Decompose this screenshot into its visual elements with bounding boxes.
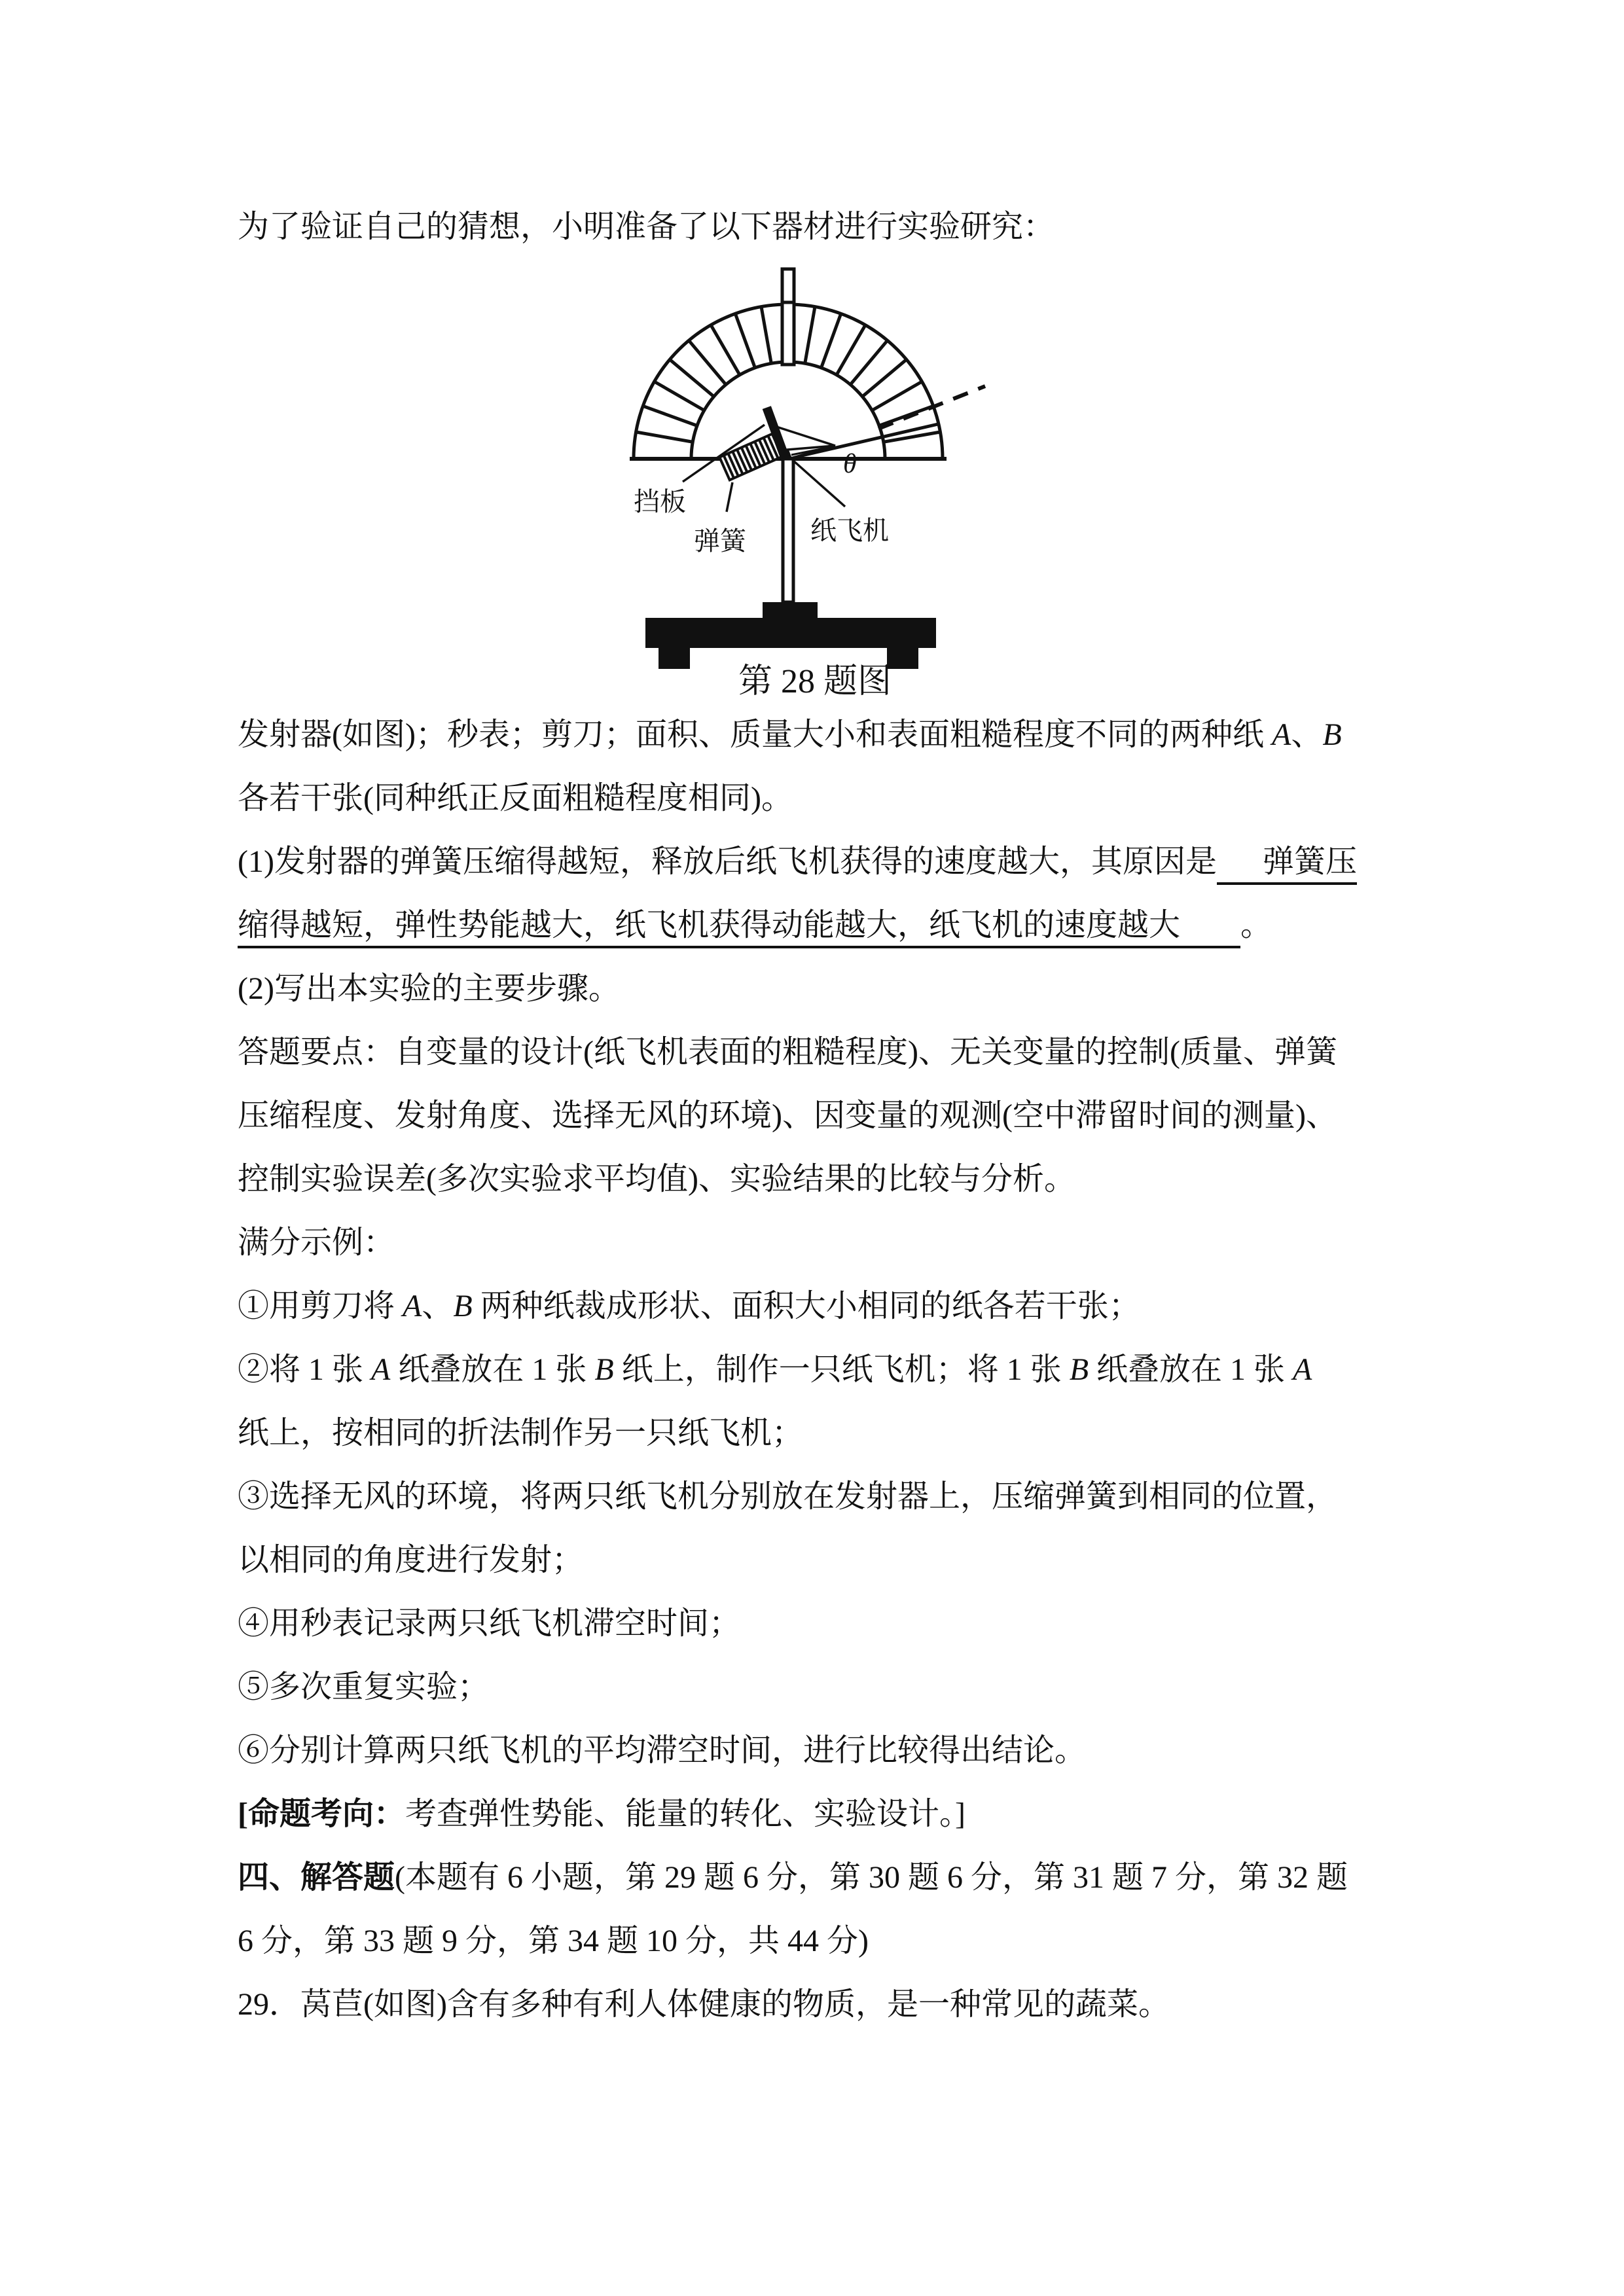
text-column (238, 195, 1391, 2036)
q1-answer-part2: 缩得越短，弹性势能越大，纸飞机获得动能越大，纸飞机的速度越大 (238, 908, 1181, 942)
q2-text: (2)写出本实验的主要步骤。 (238, 971, 620, 1006)
keypoints-text-1: 答题要点：自变量的设计(纸飞机表面的粗糙程度)、无关变量的控制(质量、弹簧 (238, 1035, 1337, 1069)
question1-line-1 (238, 830, 1391, 893)
step1-b: B (453, 1289, 473, 1323)
keypoints-text-3: 控制实验误差(多次实验求平均值)、实验结果的比较与分析。 (238, 1162, 1075, 1196)
step1-text: ①用剪刀将 (238, 1289, 403, 1323)
materials-text-2: 各若干张(同种纸正反面粗糙程度相同)。 (238, 781, 793, 816)
step3-cont-text: 以相同的角度进行发射； (238, 1543, 584, 1577)
exam-note-text: 考查弹性势能、能量的转化、实验设计。] (405, 1797, 965, 1831)
separator: 、 (1291, 717, 1323, 752)
q29-text: 29．莴苣(如图)含有多种有利人体健康的物质，是一种常见的蔬菜。 (238, 1987, 1170, 2022)
spring-label: 弹簧 (694, 526, 746, 556)
step1-a: A (403, 1289, 422, 1323)
keypoints-line-2 (238, 1084, 1391, 1147)
base-slab (645, 618, 936, 648)
example-heading-line (238, 1211, 1391, 1274)
paper-a: A (1271, 717, 1291, 752)
question2-line (238, 957, 1391, 1020)
keypoints-line-1 (238, 1020, 1391, 1084)
paper-b: B (1322, 717, 1342, 752)
step3-line-1 (238, 1465, 1391, 1528)
step2-text-3: 纸上，制作一只纸飞机；将 1 张 (613, 1352, 1070, 1387)
answer-underline-start (1217, 844, 1357, 885)
step4-text: ④用秒表记录两只纸飞机滞空时间； (238, 1606, 741, 1641)
step6-text: ⑥分别计算两只纸飞机的平均滞空时间，进行比较得出结论。 (238, 1733, 1087, 1768)
base-block (763, 602, 818, 618)
step2-b2: B (1069, 1352, 1089, 1387)
exam-note-label: [命题考向： (238, 1797, 405, 1831)
step6-line (238, 1719, 1391, 1782)
answer-blank (1217, 870, 1263, 872)
step2-b1: B (594, 1352, 614, 1387)
materials-line-1 (238, 703, 1391, 766)
step2-text-4: 纸叠放在 1 张 (1089, 1352, 1293, 1387)
step2-a2: A (1293, 1352, 1312, 1387)
stand-base (645, 602, 936, 669)
base-foot-right (887, 648, 918, 669)
section4-heading: 四、解答题 (238, 1860, 395, 1895)
plane-leader-line (793, 460, 845, 507)
answer-underline-cont (238, 908, 1240, 948)
step2-text-1: ②将 1 张 (238, 1352, 372, 1387)
plane-label: 纸飞机 (810, 516, 889, 545)
step3-text: ③选择无风的环境，将两只纸飞机分别放在发射器上，压缩弹簧到相同的位置， (238, 1479, 1338, 1514)
step4-line (238, 1592, 1391, 1655)
trajectory-dashed-line (878, 386, 985, 429)
intro-text: 为了验证自己的猜想，小明准备了以下器材进行实验研究： (238, 209, 1055, 244)
answer-blank-end (1180, 934, 1240, 935)
q1-suffix: 。 (1240, 908, 1272, 942)
figure-launcher (238, 265, 1391, 700)
section4-text: (本题有 6 小题，第 29 题 6 分，第 30 题 6 分，第 31 题 7 分，第 32 题 (395, 1860, 1348, 1895)
exam-note-line (238, 1782, 1391, 1846)
q1-answer-part1: 弹簧压 (1262, 844, 1357, 879)
q1-prefix: (1)发射器的弹簧压缩得越短，释放后纸飞机获得的速度越大，其原因是 (238, 844, 1217, 879)
stand-post (783, 459, 793, 602)
materials-line-2 (238, 766, 1391, 830)
top-rod-through-ring (782, 302, 794, 365)
keypoints-line-3 (238, 1147, 1391, 1211)
question29-line (238, 1973, 1391, 2036)
materials-text: 发射器(如图)；秒表；剪刀；面积、质量大小和表面粗糙程度不同的两种纸 (238, 717, 1272, 752)
step3-line-2 (238, 1528, 1391, 1592)
spring (719, 434, 782, 480)
theta-symbol: θ (843, 449, 857, 479)
question1-line-2 (238, 893, 1391, 957)
section4-line-1 (238, 1846, 1391, 1909)
section4-line-2 (238, 1909, 1391, 1973)
step1-line (238, 1274, 1391, 1338)
launcher-diagram (611, 265, 1017, 700)
step2-text-2: 纸叠放在 1 张 (390, 1352, 595, 1387)
section4-text-2: 6 分，第 33 题 9 分，第 34 题 10 分，共 44 分) (238, 1924, 869, 1958)
intro-line (238, 195, 1391, 259)
example-heading-text: 满分示例： (238, 1225, 395, 1260)
step5-text: ⑤多次重复实验； (238, 1670, 490, 1704)
baffle-label: 挡板 (634, 487, 686, 516)
keypoints-text-2: 压缩程度、发射角度、选择无风的环境)、因变量的观测(空中滞留时间的测量)、 (238, 1098, 1337, 1133)
figure-caption: 第 28 题图 (738, 663, 892, 700)
step2-a1: A (371, 1352, 391, 1387)
step2-line-1 (238, 1338, 1391, 1401)
step2-line-2 (238, 1401, 1391, 1465)
step2-cont-text: 纸上，按相同的折法制作另一只纸飞机； (238, 1416, 804, 1450)
spring-leader-line (727, 482, 732, 512)
step1-text-2: 两种纸裁成形状、面积大小相同的纸各若干张； (472, 1289, 1140, 1323)
base-foot-left (659, 648, 690, 669)
step1-sep: 、 (422, 1289, 454, 1323)
step5-line (238, 1655, 1391, 1719)
